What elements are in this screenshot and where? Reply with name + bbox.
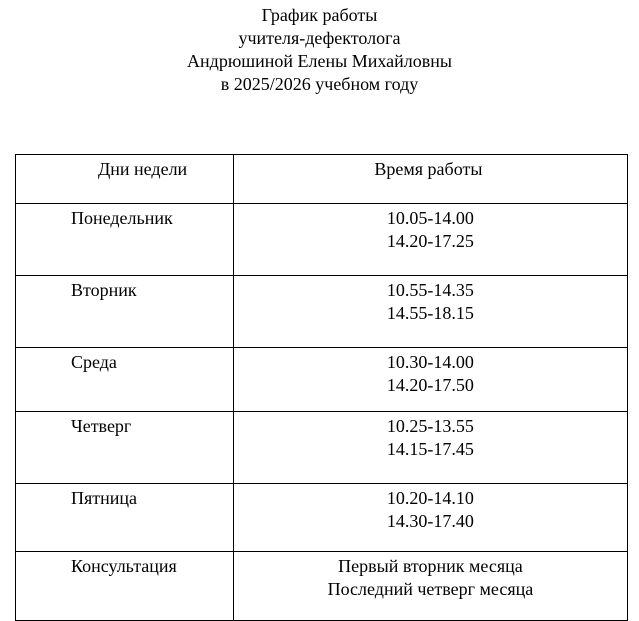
- table-row: [16, 276, 628, 348]
- time-slot-1: 10.55-14.35: [386, 280, 474, 300]
- time-slot-1: 10.05-14.00: [386, 208, 474, 228]
- time-cell: [233, 348, 627, 412]
- day-cell: Консультация: [16, 552, 234, 621]
- time-slot-2: 14.20-17.50: [386, 375, 474, 395]
- day-cell: Вторник: [16, 276, 234, 348]
- header-time: Время работы: [233, 155, 627, 204]
- time-slot-2: 14.55-18.15: [386, 303, 474, 323]
- title-line-1: График работы: [261, 5, 378, 25]
- consultation-line-2: Последний четверг месяца: [327, 579, 534, 599]
- schedule-table: [15, 154, 628, 621]
- time-slot-2: 14.15-17.45: [386, 439, 474, 459]
- time-slot-1: 10.20-14.10: [386, 488, 474, 508]
- table-row: [16, 204, 628, 276]
- time-slot-2: 14.20-17.25: [386, 231, 474, 251]
- day-cell: Четверг: [16, 412, 234, 484]
- day-cell: Пятница: [16, 484, 234, 552]
- table-header-row: [16, 155, 628, 204]
- time-slot-1: 10.30-14.00: [386, 352, 474, 372]
- time-slot-2: 14.30-17.40: [386, 511, 474, 531]
- day-cell: Среда: [16, 348, 234, 412]
- title-line-2: учителя-дефектолога: [238, 28, 401, 48]
- title-line-3: Андрюшиной Елены Михайловны: [187, 51, 452, 71]
- time-cell: [233, 484, 627, 552]
- time-cell: [233, 412, 627, 484]
- time-cell: [233, 276, 627, 348]
- document-title: [0, 4, 639, 96]
- consultation-line-1: Первый вторник месяца: [338, 556, 523, 576]
- time-cell: [233, 204, 627, 276]
- title-line-4: в 2025/2026 учебном году: [220, 74, 419, 94]
- time-slot-1: 10.25-13.55: [386, 416, 474, 436]
- header-day: Дни недели: [16, 155, 234, 204]
- table-row: [16, 484, 628, 552]
- table-row: [16, 552, 628, 621]
- table-row: [16, 412, 628, 484]
- day-cell: Понедельник: [16, 204, 234, 276]
- time-cell: [233, 552, 627, 621]
- table-row: [16, 348, 628, 412]
